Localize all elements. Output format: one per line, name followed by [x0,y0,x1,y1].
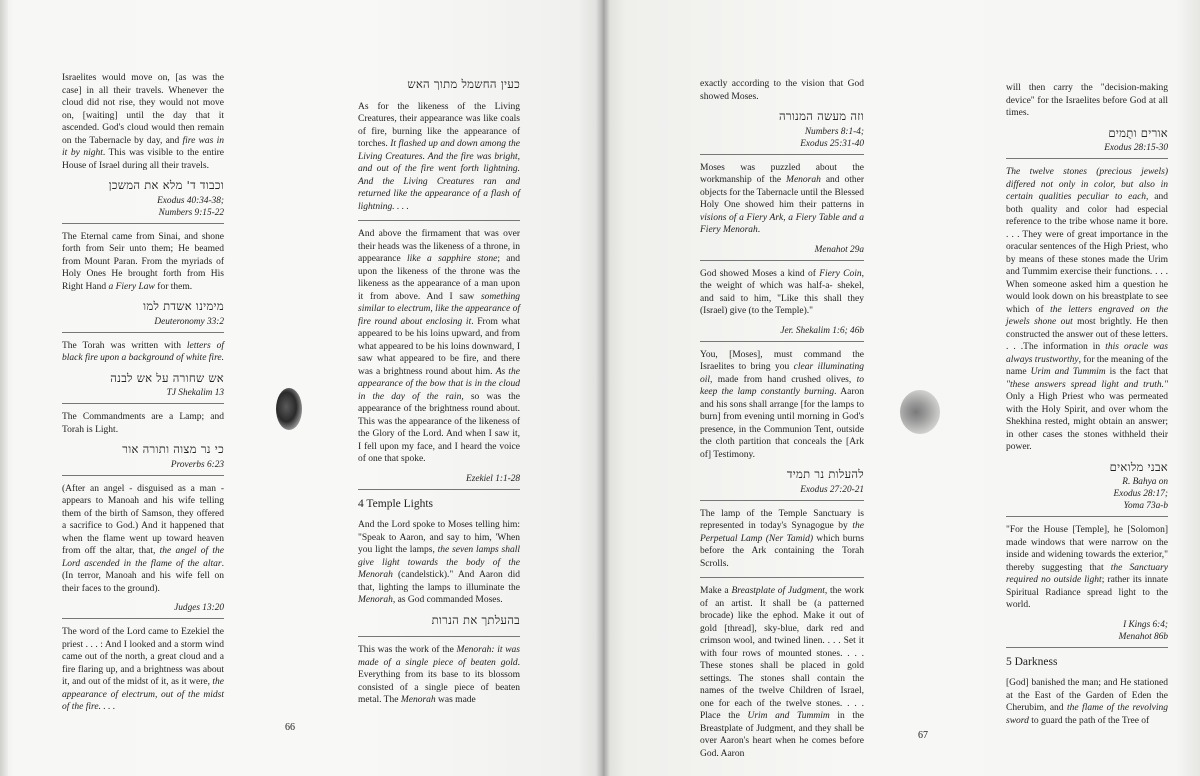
section-heading: 5 Darkness [1006,655,1058,668]
divider [700,154,864,155]
citation: Judges 13:20 [174,603,224,613]
paragraph: Moses was puzzled about the workmanship of the Menorah and other objects for the Tabernacle until the Blessed Holy One showed him their patterns in visions of a Fiery Ark, a Fiery Table and a Fiery Menorah. [700,162,864,235]
hebrew-quote: אבני מלואים [1109,459,1168,474]
divider [62,332,224,333]
divider [1006,647,1168,648]
binder-hole-icon [276,388,302,430]
paragraph: The word of the Lord came to Ezekiel the priest . . . : And I looked and a storm wind came out of the north, a great cloud and a fire flaring up, and a brightness was about it, and out of the midst of it, as it were, the appearance of electrum, out of the midst of the fire. . . . [62,627,224,712]
citation: Exodus 28:15-30 [1104,143,1168,153]
divider [358,220,520,221]
paragraph: The Commandments are a Lamp; and Torah is Light. [62,412,224,435]
citation: Exodus 27:20-21 [800,484,864,495]
paragraph: As for the likeness of the Living Creatures, their appearance was like coals of fire, burning like the appearance of torches. It flashed up and down among the Living Creatures. And the fire was bright, and out of the fire went forth lightning. And the Living Creatures ran and returned like the appearance of a flash of lightning. . . . [358,101,520,212]
citation: Ezekiel 1:1-28 [466,473,520,484]
divider [358,489,520,490]
hebrew-quote: מימינו אשדת למו [143,299,224,313]
paragraph: [God] banished the man; and He stationed at the East of the Garden of Eden the Cherubim, and the flame of the revolving sword to guard the path of the Tree of [1006,678,1169,726]
citation: Exodus 40:34-38; [157,195,224,206]
citation: Exodus 28:17; [1113,489,1168,499]
paragraph: (After an angel - disguised as a man - appears to Manoah and his wife telling them of the birth of Samson, they offered a sacrifice to God.) And it happened that when the flame went up toward heaven from off the altar, that, the angel of the Lord ascended in the flame of the altar. (In terror, Manoah and his wife fell on their faces to the ground). [62,483,224,594]
citation: Jer. Shekalim 1:6; 46b [780,325,864,336]
page-number: 66 [285,722,295,733]
paragraph: will then carry the "decision-making device" for the Israelites before God at all times. [1006,83,1168,118]
divider [62,403,224,404]
divider [358,636,520,637]
divider [62,475,224,476]
citation: Yoma 73a-b [1123,501,1168,511]
citation: Proverbs 6:23 [170,459,224,470]
hebrew-quote: להעלות נר תמיד [786,467,864,481]
divider [62,223,224,224]
paragraph: The Torah was written with letters of black fire upon a background of white fire. [62,340,225,363]
page-number: 67 [918,730,928,741]
paragraph: And the Lord spoke to Moses telling him: "Speak to Aaron, and say to him, 'When you light the lamps, the seven lamps shall give light towards the body of the Menorah (candelstick)." And Aaron did that, lighting the lamps to illuminate the Menorah, as God commanded Moses. [358,520,521,605]
paragraph: The lamp of the Temple Sanctuary is represented in today's Synagogue by the Perpetual Lamp (Ner Tamid) which burns before the Ark containing the Torah Scrolls. [700,508,865,569]
binder-hole-icon [900,390,940,434]
divider [1006,516,1168,517]
divider [62,618,224,619]
paragraph: The Eternal came from Sinai, and shone forth from Seir unto them; He beamed from Mount Paran. From the myriads of Holy Ones He brought forth from His Right Hand a Fiery Law for them. [62,231,224,292]
left-column-1 [62,72,224,721]
divider [700,500,864,501]
book-gutter [596,0,610,776]
citation: I Kings 6:4; [1123,619,1168,630]
paragraph: "For the House [Temple], he [Solomon] made windows that were narrow on the inside and widening towards the exterior," thereby suggesting that the Sanctuary required no outside light; rather its innate Spiritual Radiance spread light to the world. [1006,525,1169,610]
divider [700,341,864,342]
hebrew-quote: בהעלתך את הנרות [431,612,520,627]
citation: Deuteronomy 33:2 [154,316,224,327]
paragraph: exactly according to the vision that God showed Moses. [700,79,864,102]
divider [700,577,864,578]
hebrew-quote: וזה מעשה המנורה [778,109,864,123]
citation: TJ Shekalim 13 [166,388,224,398]
paragraph: Make a Breastplate of Judgment, the work of an artist. It shall be (a patterned brocade) like the ephod. Make it out of gold [thread], sky-blue, dark red and crimson wool, and twined linen. . . . Set it with four rows of mounted stones. . . . These stones shall be placed in gold settings. The stones shall contain the names of the twelve Children of Israel, one for each of the twelve stones. . . . Place the Urim and Tummim in the Breastplate of Judgment, and they shall be over Aaron's heart when he comes before God. Aaron [700,586,865,759]
citation: Menahot 29a [814,244,864,255]
paragraph: Israelites would move on, [as was the case] in all their travels. Whenever the cloud did not rise, they would not move on, [waiting] until the day that it ascended. God's cloud would then remain on the Tabernacle by day, and fire was in it by night. This was visible to the entire House of Israel during all their travels. [62,73,225,171]
hebrew-quote: וכבוד ד' מלא את המשכן [108,178,224,192]
citation: Exodus 25:31-40 [800,138,864,149]
hebrew-quote: כי נר מצוה ותורה אור [122,442,224,456]
right-page [602,0,1200,776]
citation: R. Bahya on [1122,477,1168,487]
left-column-2 [358,78,520,714]
paragraph: This was the work of the Menorah: it was made of a single piece of beaten gold. Everything from its base to its blossom consisted of a single piece of beaten metal. The Menorah was made [358,645,520,705]
paragraph: God showed Moses a kind of Fiery Coin, the weight of which was half-a- shekel, and said to him, "Like this shall they (Israel) give (to the Temple)." [700,268,864,316]
hebrew-quote: אש שחורה על אש לבנה [110,370,224,385]
paragraph: The twelve stones (precious jewels) differed not only in color, but also in certain qualities peculiar to each, and both quality and color had especial reference to the tribe whose name it bore. . . . They were of great importance in the oracular sentences of the High Priest, who by means of these stones made the Urim and Tummim exercise their functions. . . . When someone asked him a question he would look down on his breastplate to see which of the letters engraved on the jewels shone out most brightly. He then constructed the answer out of these letters. . . .The information in this oracle was always trustworthy, for the meaning of the name Urim and Tummim is the fact that "these answers spread light and truth." Only a High Priest who was permeated with the Holy Spirit, and over whom the Shekhina rested, might obtain an answer; in other cases the stones withheld their power. [1006,167,1169,452]
paragraph: And above the firmament that was over their heads was the likeness of a throne, in appearance like a sapphire stone; and upon the likeness of the throne was the likeness as the appearance of a man upon it from above. And I saw something similar to electrum, like the appearance of fire round about enclosing it. From what appeared to be his loins upward, and from what appeared to be his loins downward, I saw what appeared to be fire, and there was a brightness round about him. As the appearance of the bow that is in the cloud in the day of the rain, so was the appearance of the brightness round about. This was the appearance of the likeness of the Glory of the Lord. And when I saw it, I fell upon my face, and I heard the voice of one that spoke. [358,229,521,464]
page-edge [0,0,8,776]
hebrew-quote: אורים ותֻמים [1108,125,1168,140]
right-column-1 [700,78,864,767]
divider [700,260,864,261]
citation: Numbers 8:1-4; [804,126,864,137]
citation: Numbers 9:15-22 [158,207,224,218]
section-heading: 4 Temple Lights [358,497,434,510]
divider [1006,158,1168,159]
hebrew-heading: כעין החשמל מתוך האש [407,77,520,91]
citation: Menahot 86b [1118,631,1168,642]
paragraph: You, [Moses], must command the Israelites to bring you clear illuminating oil, made from hand crushed olives, to keep the lamp constantly burning. Aaron and his sons shall arrange [for the lamps to burn] from evening until morning in God's presence, in the Communion Tent, outside the cloth partition that conceals the [Ark of] Testimony. [700,349,865,460]
right-column-2 [1006,82,1168,734]
